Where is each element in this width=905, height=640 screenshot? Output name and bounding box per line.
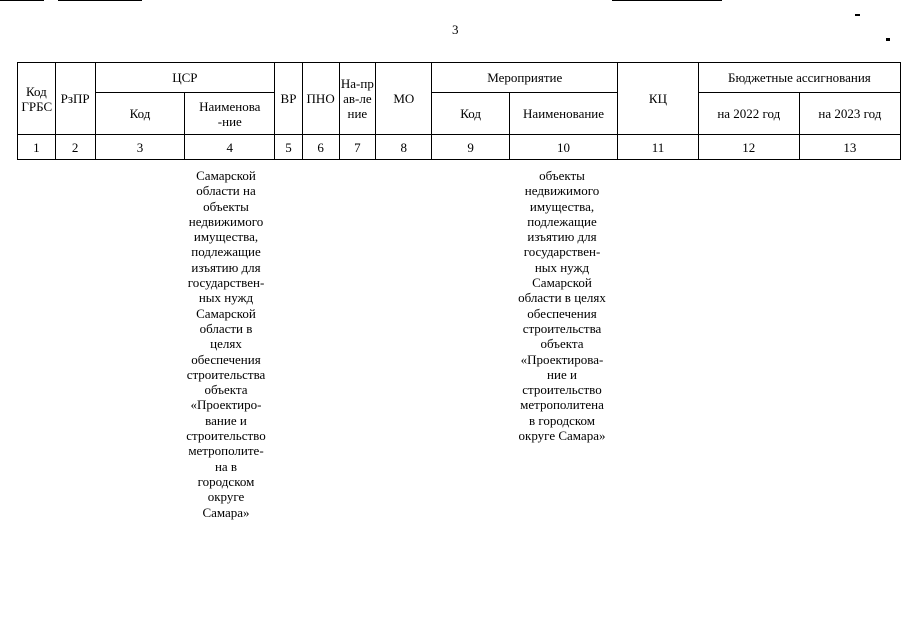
- text-line: государствен-: [187, 275, 265, 291]
- text-line: «Проектирова-: [520, 351, 604, 367]
- header-vr: ВР: [275, 63, 303, 135]
- column-number: 12: [698, 135, 799, 160]
- column-number: 6: [302, 135, 339, 160]
- column-number: 9: [432, 135, 510, 160]
- column-number: 7: [339, 135, 376, 160]
- column-number: 2: [55, 135, 95, 160]
- text-line: области в целях: [518, 290, 606, 306]
- column-number-row: [18, 135, 901, 160]
- text-line: ных нужд: [198, 290, 254, 306]
- page-number: 3: [452, 22, 459, 37]
- text-line: области в: [199, 320, 253, 336]
- text-line: Самара»: [202, 504, 250, 520]
- budget-table-header: [17, 62, 901, 160]
- column-number: 13: [799, 135, 900, 160]
- text-line: объекта: [540, 336, 584, 352]
- text-line: государствен-: [523, 244, 601, 260]
- scan-artifact: [58, 0, 142, 1]
- text-line: на в: [214, 458, 238, 474]
- column-number: 8: [376, 135, 432, 160]
- text-line: области на: [196, 183, 256, 199]
- header-meropriyatie: Мероприятие: [432, 63, 618, 93]
- header-year-2022: на 2022 год: [698, 93, 799, 135]
- text-line: метрополитена: [520, 397, 604, 413]
- header-csr-kod: Код: [95, 93, 185, 135]
- header-rzpr: РзПР: [55, 63, 95, 135]
- text-line: подлежащие: [191, 244, 261, 260]
- text-line: объекта: [204, 382, 248, 398]
- text-line: изъятию для: [191, 259, 261, 275]
- column-number: 4: [185, 135, 275, 160]
- header-kc: КЦ: [618, 63, 699, 135]
- header-csr-name: Наименова-ние: [185, 93, 275, 135]
- scan-artifact: [0, 0, 44, 1]
- header-budget: Бюджетные ассигнования: [698, 63, 900, 93]
- header-merop-name: Наименование: [509, 93, 617, 135]
- text-line: недвижимого: [524, 183, 600, 199]
- text-line: недвижимого: [188, 213, 264, 229]
- header-merop-kod: Код: [432, 93, 510, 135]
- text-line: метрополите-: [188, 443, 264, 459]
- text-line: городском: [197, 473, 255, 489]
- text-line: обеспечения: [527, 305, 597, 321]
- text-line: обеспечения: [191, 351, 261, 367]
- text-line: строительства: [186, 366, 266, 382]
- column-number: 5: [275, 135, 303, 160]
- text-line: в городском: [528, 412, 596, 428]
- header-kod-grbs: Код ГРБС: [18, 63, 56, 135]
- header-year-2023: на 2023 год: [799, 93, 900, 135]
- header-csr: ЦСР: [95, 63, 275, 93]
- scan-artifact: [612, 0, 722, 1]
- column-number: 3: [95, 135, 185, 160]
- scan-artifact: [886, 38, 890, 41]
- text-line: строительство: [522, 382, 602, 398]
- scan-artifact: [855, 14, 860, 16]
- text-line: ных нужд: [534, 259, 590, 275]
- header-mo: МО: [376, 63, 432, 135]
- text-line: целях: [210, 336, 242, 352]
- text-line: Самарской: [532, 275, 592, 291]
- text-line: строительство: [186, 428, 266, 444]
- text-line: Самарской: [196, 305, 256, 321]
- header-napravlenie: На-прав-ление: [339, 63, 376, 135]
- column-number: 1: [18, 135, 56, 160]
- header-pno: ПНО: [302, 63, 339, 135]
- text-line: вание и: [205, 412, 247, 428]
- text-line: объекты: [539, 168, 585, 183]
- text-line: подлежащие: [527, 213, 597, 229]
- column-10-text: [510, 168, 614, 443]
- text-line: Самарской: [196, 168, 256, 183]
- text-line: округе Самара»: [518, 428, 606, 444]
- text-line: имущества,: [193, 229, 259, 245]
- text-line: имущества,: [529, 198, 595, 214]
- text-line: строительства: [522, 320, 602, 336]
- text-line: объекты: [203, 198, 249, 214]
- column-4-text: [182, 168, 270, 520]
- column-number: 11: [618, 135, 699, 160]
- column-number: 10: [509, 135, 617, 160]
- text-line: «Проектиро-: [190, 397, 262, 413]
- text-line: округе: [207, 489, 245, 505]
- text-line: ние и: [547, 366, 577, 382]
- text-line: изъятию для: [527, 229, 597, 245]
